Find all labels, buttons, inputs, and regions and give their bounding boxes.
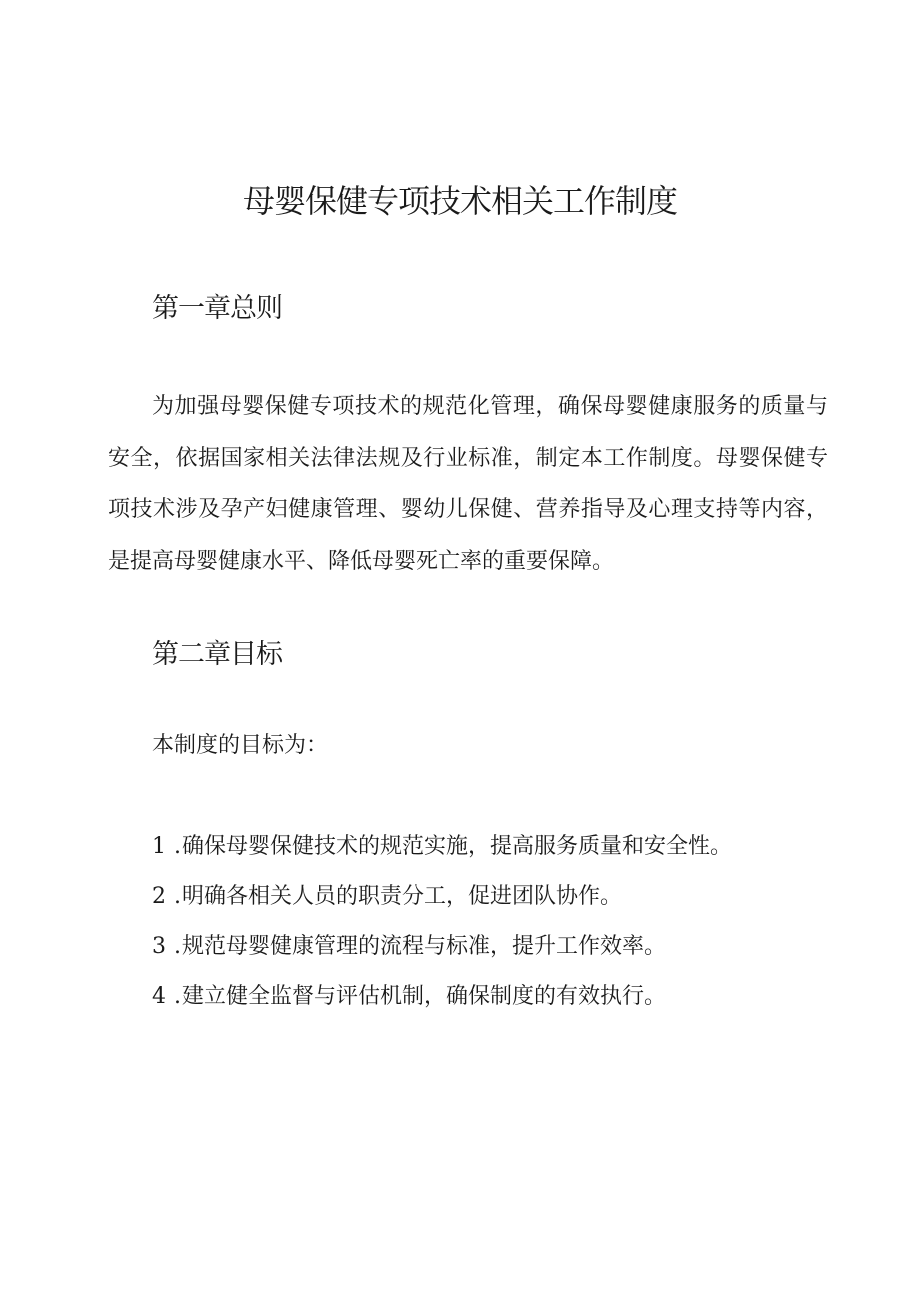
- goal-item: [152, 929, 732, 979]
- goal-separator: .: [174, 984, 181, 1009]
- goal-separator: .: [174, 834, 181, 859]
- chapter-2-intro: 本制度的目标为：: [152, 733, 329, 758]
- goal-number: 1: [152, 834, 166, 859]
- chapter-1-heading: 第一章总则: [152, 293, 282, 324]
- goal-number: 4: [152, 984, 166, 1009]
- chapter-2-heading: 第二章目标: [152, 639, 282, 670]
- goal-item: [152, 829, 732, 879]
- goal-separator: .: [174, 934, 181, 959]
- chapter-1-paragraph: 为加强母婴保健专项技术的规范化管理，确保母婴健康服务的质量与安全，依据国家相关法律法规及行业标准，制定本工作制度。母婴保健专项技术涉及孕产妇健康管理、婴幼儿保健、营养指导及心理支持等内容，是提高母婴健康水平、降低母婴死亡率的重要保障。: [108, 394, 828, 574]
- goal-list: [152, 829, 732, 1029]
- document-title: 母婴保健专项技术相关工作制度: [242, 182, 677, 220]
- goal-text: 建立健全监督与评估机制，确保制度的有效执行。: [182, 984, 667, 1009]
- goal-separator: .: [174, 884, 181, 909]
- goal-item: [152, 879, 732, 929]
- goal-text: 规范母婴健康管理的流程与标准，提升工作效率。: [182, 934, 667, 959]
- goal-text: 明确各相关人员的职责分工，促进团队协作。: [182, 884, 623, 909]
- goal-item: [152, 979, 732, 1029]
- goal-text: 确保母婴保健技术的规范实施，提高服务质量和安全性。: [182, 834, 733, 859]
- goal-number: 2: [152, 884, 166, 909]
- goal-number: 3: [152, 934, 166, 959]
